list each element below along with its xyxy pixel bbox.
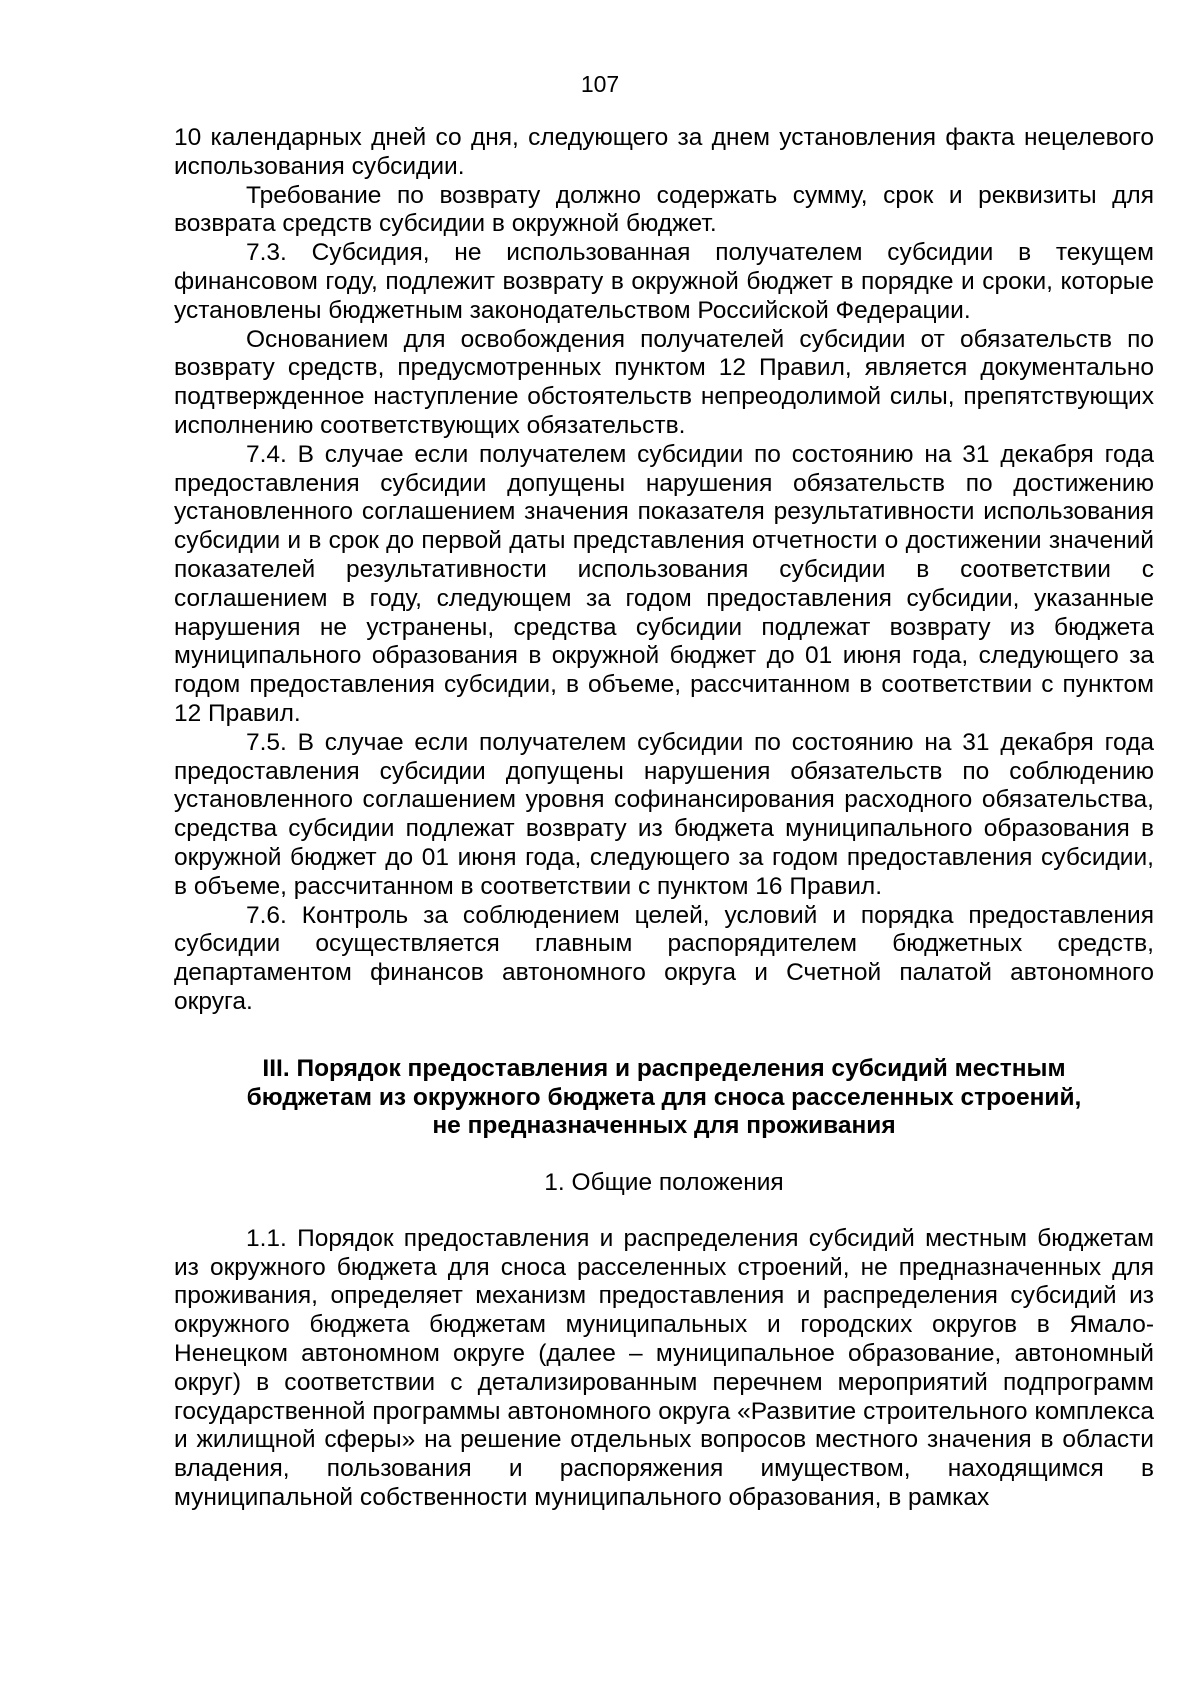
page-number: 107 <box>580 71 620 97</box>
paragraph-7-3: 7.3. Субсидия, не использованная получателем субсидии в текущем финансовом году, подлежит возврату в окружной бюджет в порядке и сроки, которые установлены бюджетным законодательством Российской Федерации. <box>174 239 1154 324</box>
document-body <box>174 124 1154 1513</box>
paragraph-1-1: 1.1. Порядок предоставления и распределения субсидий местным бюджетам из окружного бюджета для сноса расселенных строений, не предназначенных для проживания, определяет механизм предоставления и распределения субсидий из окружного бюджета бюджетам муниципальных и городских округов в Ямало-Ненецком автономном округе (далее – муниципальное образование, автономный округ) в соответствии с детализированным перечнем мероприятий подпрограмм государственной программы автономного округа «Развитие строительного комплекса и жилищной сферы» на решение отдельных вопросов местного значения в области владения, пользования и распоряжения имуществом, находящимся в муниципальной собственности муниципального образования, в рамках <box>174 1224 1154 1512</box>
section-title-line: III. Порядок предоставления и распределения субсидий местным <box>262 1054 1066 1082</box>
paragraph-return-requirement: Требование по возврату должно содержать сумму, срок и реквизиты для возврата средств субсидии в окружной бюджет. <box>174 181 1154 238</box>
paragraph-continuation: 10 календарных дней со дня, следующего за днем установления факта нецелевого использования субсидии. <box>174 124 1154 180</box>
paragraph-7-6: 7.6. Контроль за соблюдением целей, условий и порядка предоставления субсидии осуществляется главным распорядителем бюджетных средств, департаментом финансов автономного округа и Счетной палатой автономного округа. <box>174 901 1154 1015</box>
paragraph-7-5: 7.5. В случае если получателем субсидии по состоянию на 31 декабря года предоставления субсидии допущены нарушения обязательств по соблюдению установленного соглашением уровня софинансирования расходного обязательства, средства субсидии подлежат возврату из бюджета муниципального образования в окружной бюджет до 01 июня года, следующего за годом предоставления субсидии, в объеме, рассчитанном в соответствии с пунктом 16 Правил. <box>174 728 1154 900</box>
subsection-title: 1. Общие положения <box>544 1169 784 1197</box>
section-title-line: бюджетам из окружного бюджета для сноса расселенных строений, <box>246 1083 1082 1111</box>
paragraph-7-4: 7.4. В случае если получателем субсидии по состоянию на 31 декабря года предоставления субсидии допущены нарушения обязательств по достижению установленного соглашением значения показателя результативности использования субсидии и в срок до первой даты представления отчетности о достижении значений показателей результативности использования субсидии в соответствии с соглашением в году, следующем за годом предоставления субсидии, указанные нарушения не устранены, средства субсидии подлежат возврату из бюджета муниципального образования в окружной бюджет до 01 июня года, следующего за годом предоставления субсидии, в объеме, рассчитанном в соответствии с пунктом 12 Правил. <box>174 440 1154 727</box>
section-title <box>174 1055 1154 1141</box>
section-title-line: не предназначенных для проживания <box>432 1112 896 1140</box>
paragraph-exemption-grounds: Основанием для освобождения получателей субсидии от обязательств по возврату средств, предусмотренных пунктом 12 Правил, является документально подтвержденное наступление обстоятельств непреодолимой силы, препятствующих исполнению соответствующих обязательств. <box>174 325 1154 439</box>
